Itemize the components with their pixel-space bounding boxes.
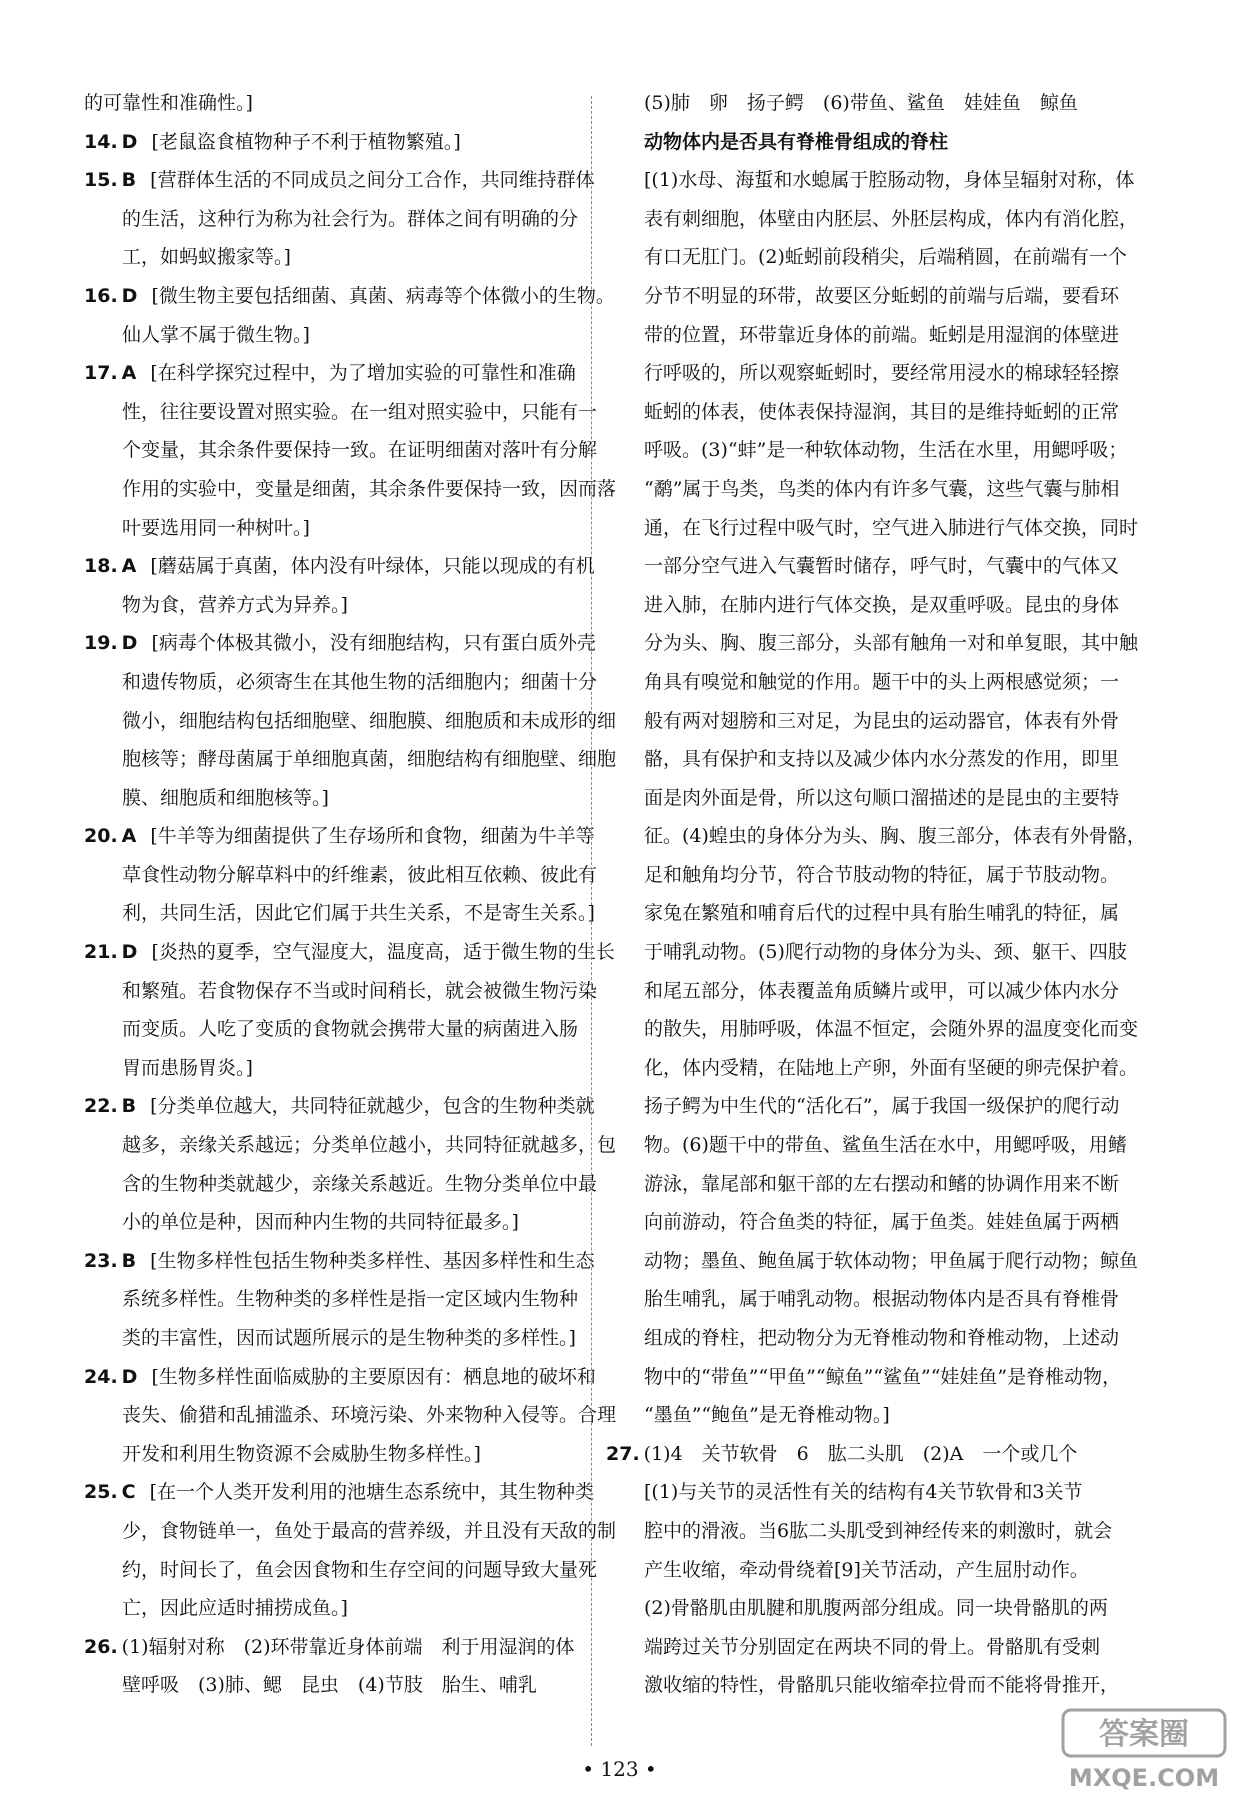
text-line: 行呼吸的，所以观察蚯蚓时，要经常用浸水的棉球轻轻擦 — [644, 362, 1120, 385]
question-number: 27. — [606, 1442, 640, 1465]
question-number: 23. — [84, 1249, 118, 1272]
answer-item — [84, 123, 576, 162]
text-line: 的散失，用肺呼吸，体温不恒定，会随外界的温度变化而变 — [644, 1018, 1139, 1041]
text-line: 越多，亲缘关系越远；分类单位越小，共同特征就越多，包 — [122, 1134, 617, 1157]
text-line: [(1)水母、海蜇和水螅属于腔肠动物，身体呈辐射对称，体 — [644, 169, 1135, 192]
text-line: 腔中的滑液。当6肱二头肌受到神经传来的刺激时，就会 — [644, 1519, 1113, 1542]
explanation-text: [生物多样性面临威胁的主要原因有：栖息地的破坏和 — [151, 1365, 596, 1388]
watermark-top-text: 答案圈 — [1099, 1717, 1189, 1752]
question-number: 24. — [84, 1365, 118, 1388]
answer-item — [84, 547, 595, 586]
explanation-text: [在一个人类开发利用的池塘生态系统中，其生物种类 — [149, 1481, 595, 1504]
text-line: 般有两对翅膀和三对足，为昆虫的运动器官，体表有外骨 — [644, 709, 1120, 732]
text-line: 约，时间长了，鱼会因食物和生存空间的问题导致大量死 — [122, 1558, 598, 1581]
text-line: 性，往往要设置对照实验。在一组对照实验中，只能有一 — [122, 400, 598, 423]
question-number: 20. — [84, 825, 118, 848]
text-line: 骼，具有保护和支持以及减少体内水分蒸发的作用，即里 — [644, 748, 1120, 771]
answer-letter: A — [121, 555, 137, 578]
text-line: 工，如蚂蚁搬家等。] — [122, 246, 291, 269]
text-line: 一部分空气进入气囊暂时储存，呼气时，气囊中的气体又 — [644, 555, 1120, 578]
text-line: (5)肺 卵 扬子鳄 (6)带鱼、鲨鱼 娃娃鱼 鲸鱼 — [644, 92, 1078, 114]
answer-letter: D — [121, 284, 138, 307]
answer-letter: D — [121, 1365, 138, 1388]
text-line: 角具有嗅觉和触觉的作用。题干中的头上两根感觉须；一 — [644, 670, 1120, 693]
column-divider — [591, 96, 592, 1746]
text-line: 有口无肛门。(2)蚯蚓前段稍尖，后端稍圆，在前端有一个 — [644, 246, 1127, 269]
explanation-text: (1)辐射对称 (2)环带靠近身体前端 利于用湿润的体 — [121, 1635, 575, 1658]
answer-letter: C — [121, 1481, 136, 1504]
text-line: 开发和利用生物资源不会威胁生物多样性。] — [122, 1442, 481, 1465]
answer-item — [84, 1242, 595, 1281]
answer-item — [84, 354, 576, 393]
explanation-text: [在科学探究过程中，为了增加实验的可靠性和准确 — [150, 362, 576, 385]
text-line: 类的丰富性，因而试题所展示的是生物种类的多样性。] — [122, 1327, 576, 1349]
question-number: 18. — [84, 555, 118, 578]
text-line: 进入肺，在肺内进行气体交换，是双重呼吸。昆虫的身体 — [644, 593, 1120, 616]
text-line: 征。(4)蝗虫的身体分为头、胸、腹三部分，体表有外骨骼， — [644, 825, 1146, 848]
text-line: 系统多样性。生物种类的多样性是指一定区域内生物种 — [122, 1288, 579, 1311]
text-line: 分为头、胸、腹三部分，头部有触角一对和单复眼，其中触 — [644, 632, 1139, 655]
explanation-text: [生物多样性包括生物种类多样性、基因多样性和生态 — [150, 1249, 595, 1272]
text-line: (2)骨骼肌由肌腱和肌腹两部分组成。同一块骨骼肌的两 — [644, 1597, 1108, 1620]
answer-item — [84, 817, 595, 856]
text-line: 丧失、偷猎和乱捕滥杀、环境污染、外来物种入侵等。合理 — [122, 1404, 617, 1427]
text-line: 少，食物链单一，鱼处于最高的营养级，并且没有天敌的制 — [122, 1519, 617, 1542]
explanation-text: [老鼠盗食植物种子不利于植物繁殖。] — [151, 130, 461, 153]
text-line: 分节不明显的环带，故要区分蚯蚓的前端与后端，要看环 — [644, 284, 1120, 307]
question-number: 14. — [84, 130, 118, 153]
explanation-text: [炎热的夏季，空气湿度大，温度高，适于微生物的生长 — [151, 941, 615, 964]
answer-letter: D — [121, 941, 138, 964]
answer-item — [84, 624, 596, 663]
answer-item — [84, 1473, 595, 1512]
text-line: “墨鱼”“鲍鱼”是无脊椎动物。] — [644, 1404, 890, 1427]
answer-item — [84, 1358, 596, 1397]
answer-letter: A — [121, 825, 137, 848]
text-line: 呼吸。(3)“蚌”是一种软体动物，生活在水里，用鳃呼吸； — [644, 439, 1128, 462]
text-line: 小的单位是种，因而种内生物的共同特征最多。] — [122, 1211, 519, 1234]
text-line: 带的位置，环带靠近身体的前端。蚯蚓是用湿润的体壁进 — [644, 323, 1120, 346]
text-line: 和遗传物质，必须寄生在其他生物的活细胞内；细菌十分 — [122, 670, 598, 693]
text-line: 个变量，其余条件要保持一致。在证明细菌对落叶有分解 — [122, 439, 598, 462]
text-line: 作用的实验中，变量是细菌，其余条件要保持一致，因而落 — [122, 477, 617, 500]
question-number: 19. — [84, 632, 118, 655]
explanation-text: [分类单位越大，共同特征就越少，包含的生物种类就 — [150, 1095, 595, 1118]
text-line: 和尾五部分，体表覆盖角质鳞片或甲，可以减少体内水分 — [644, 979, 1120, 1002]
answer-letter: B — [121, 169, 137, 192]
question-number: 22. — [84, 1095, 118, 1118]
answer-letter: B — [121, 1249, 137, 1272]
answer-letter: B — [121, 1095, 137, 1118]
text-line: 扬子鳄为中生代的“活化石”，属于我国一级保护的爬行动 — [644, 1095, 1120, 1118]
answer-item — [84, 161, 595, 200]
explanation-text: [病毒个体极其微小，没有细胞结构，只有蛋白质外壳 — [151, 632, 596, 655]
page-number: • 123 • — [582, 1757, 657, 1781]
question-number: 25. — [84, 1481, 118, 1504]
text-line: 膜、细胞质和细胞核等。] — [122, 786, 329, 809]
text-line: 家兔在繁殖和哺育后代的过程中具有胎生哺乳的特征，属 — [644, 902, 1120, 925]
question-number: 15. — [84, 169, 118, 192]
text-line: 利，共同生活，因此它们属于共生关系，不是寄生关系。] — [122, 902, 595, 925]
text-line: 胎生哺乳，属于哺乳动物。根据动物体内是否具有脊椎骨 — [644, 1288, 1120, 1311]
text-line: 物。(6)题干中的带鱼、鲨鱼生活在水中，用鳃呼吸，用鳍 — [644, 1134, 1127, 1157]
explanation-text: [营群体生活的不同成员之间分工合作，共同维持群体 — [150, 169, 595, 192]
text-line: 胞核等；酵母菌属于单细胞真菌，细胞结构有细胞壁、细胞 — [122, 748, 617, 771]
text-line: 蚯蚓的体表，使体表保持湿润，其目的是维持蚯蚓的正常 — [644, 400, 1120, 423]
text-line: 含的生物种类就越少，亲缘关系越近。生物分类单位中最 — [122, 1172, 598, 1195]
watermark-logo — [1059, 1704, 1229, 1794]
text-line: 的可靠性和准确性。] — [84, 92, 253, 114]
explanation-text: [蘑菇属于真菌，体内没有叶绿体，只能以现成的有机 — [150, 555, 595, 578]
explanation-text: [牛羊等为细菌提供了生存场所和食物，细菌为牛羊等 — [150, 825, 595, 848]
text-line: 亡，因此应适时捕捞成鱼。] — [122, 1597, 348, 1620]
text-line: 仙人掌不属于微生物。] — [122, 323, 310, 346]
text-line: 化，体内受精，在陆地上产卵，外面有坚硬的卵壳保护着。 — [644, 1056, 1139, 1079]
left-column — [84, 84, 617, 1705]
text-line: 组成的脊柱，把动物分为无脊椎动物和脊椎动物，上述动 — [644, 1327, 1120, 1349]
answer-letter: A — [121, 362, 137, 385]
text-line: 表有刺细胞，体壁由内胚层、外胚层构成，体内有消化腔， — [644, 207, 1139, 230]
text-line: 端跨过关节分别固定在两块不同的骨上。骨骼肌有受刺 — [644, 1635, 1101, 1658]
text-line: 物中的“带鱼”“甲鱼”“鲸鱼”“鲨鱼”“娃娃鱼”是脊椎动物， — [644, 1365, 1122, 1388]
text-line: 和繁殖。若食物保存不当或时间稍长，就会被微生物污染 — [122, 979, 598, 1002]
text-line: 的生活，这种行为称为社会行为。群体之间有明确的分 — [122, 207, 579, 230]
text-line: 而变质。人吃了变质的食物就会携带大量的病菌进入肠 — [122, 1018, 579, 1041]
answer-item — [84, 277, 615, 316]
answer-letter: D — [121, 632, 138, 655]
question-number: 26. — [84, 1635, 118, 1658]
watermark-bottom-text: MXQE.COM — [1068, 1764, 1220, 1792]
text-line: 草食性动物分解草料中的纤维素，彼此相互依赖、彼此有 — [122, 863, 598, 886]
text-line: 面是肉外面是骨，所以这句顺口溜描述的是昆虫的主要特 — [644, 786, 1120, 809]
answer-item — [84, 1087, 595, 1126]
text-line: 胃而患肠胃炎。] — [122, 1056, 253, 1079]
text-line: 物为食，营养方式为异养。] — [122, 593, 348, 616]
answer-item — [84, 1628, 576, 1667]
text-line: [(1)与关节的灵活性有关的结构有4关节软骨和3关节 — [644, 1481, 1083, 1504]
answer-item — [84, 933, 615, 972]
text-line: “鹬”属于鸟类，鸟类的体内有许多气囊，这些气囊与肺相 — [644, 477, 1120, 500]
text-line: 足和触角均分节，符合节肢动物的特征，属于节肢动物。 — [644, 863, 1120, 886]
answer-line-bold: 动物体内是否具有脊椎骨组成的脊柱 — [644, 130, 949, 153]
text-line: 激收缩的特性，骨骼肌只能收缩牵拉骨而不能将骨推开， — [644, 1674, 1120, 1697]
text-line: 微小，细胞结构包括细胞壁、细胞膜、细胞质和未成形的细 — [122, 709, 617, 732]
text-line: 游泳，靠尾部和躯干部的左右摆动和鳍的协调作用来不断 — [644, 1172, 1120, 1195]
answer-item — [606, 1435, 1126, 1474]
text-line: 壁呼吸 (3)肺、鳃 昆虫 (4)节肢 胎生、哺乳 — [122, 1674, 537, 1697]
text-line: 产生收缩，牵动骨绕着[9]关节活动，产生屈肘动作。 — [644, 1558, 1089, 1581]
text-line: 通，在飞行过程中吸气时，空气进入肺进行气体交换，同时 — [644, 516, 1139, 539]
explanation-text: [微生物主要包括细菌、真菌、病毒等个体微小的生物。 — [151, 284, 615, 307]
answer-letter: D — [121, 130, 138, 153]
text-line: 于哺乳动物。(5)爬行动物的身体分为头、颈、躯干、四肢 — [644, 941, 1127, 964]
question-number: 21. — [84, 941, 118, 964]
explanation-text: (1)4 关节软骨 6 肱二头肌 (2)A 一个或几个 — [643, 1442, 1078, 1465]
text-line: 叶要选用同一种树叶。] — [122, 516, 310, 539]
text-line: 动物；墨鱼、鲍鱼属于软体动物；甲鱼属于爬行动物；鲸鱼 — [644, 1249, 1139, 1272]
text-line: 向前游动，符合鱼类的特征，属于鱼类。娃娃鱼属于两栖 — [644, 1211, 1120, 1234]
right-column — [606, 84, 1146, 1705]
question-number: 16. — [84, 284, 118, 307]
question-number: 17. — [84, 362, 118, 385]
